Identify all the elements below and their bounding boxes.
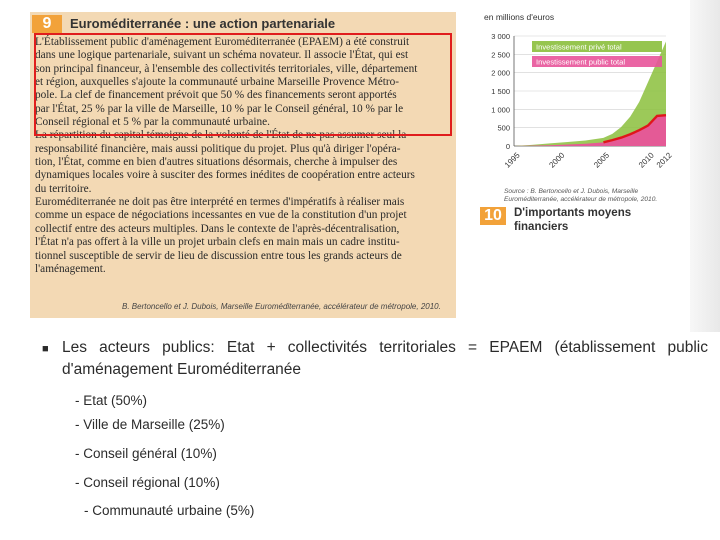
x-tick-label: 2012 [654,150,674,170]
document-9-number: 9 [32,15,62,33]
legend-label: Investissement public total [536,57,626,67]
list-item: - Conseil général (10%) [75,446,217,461]
text-line: La répartition du capital témoigne de la volonté de l'État de ne pas assumer seul la [35,129,407,142]
document-10-title: D'importants moyens financiers [514,207,632,233]
list-item: - Communauté urbaine (5%) [84,503,255,518]
text-line: comme un espace de négociations incessantes en vue de la constitution d'un projet [35,209,407,222]
text-line: l'État n'a pas offert à la ville un projet urbain clefs en main mais un cadre institu- [35,236,400,249]
text-line: Euroméditerranée ne doit pas être interprété en termes d'impératifs à réaliser mais [35,196,405,209]
list-item: - Etat (50%) [75,393,148,408]
y-tick-label: 500 [497,123,510,133]
y-tick-label: 1 500 [491,87,510,96]
x-tick-label: 1995 [502,150,522,170]
x-tick-label: 2000 [547,150,567,170]
text-line: tionnel susceptible de servir de lieu de discussion entre tous les grands acteurs de [35,249,402,262]
notes-lead-text: Les acteurs publics: Etat + collectivités territoriales = EPAEM (établissement public d'aménagement Euroméditerranée [62,339,708,378]
y-tick-label: 2 000 [491,68,510,78]
y-axis-label: en millions d'euros [484,12,555,22]
legend-label: Investissement privé total [536,42,622,52]
highlight-box [34,33,452,136]
document-10-caption [480,205,660,239]
y-tick-label: 3 000 [491,32,510,41]
text-line: collectif entre des acteurs multiples. Dans le contexte de l'après-décentralisation, [35,222,400,235]
text-line: pole. La clef de financement prévoit que 50 % des financements seront apportés [35,89,397,102]
list-item: - Conseil régional (10%) [75,475,220,490]
square-bullet-icon: ■ [42,343,49,355]
list-item: - Ville de Marseille (25%) [75,417,225,432]
investment-chart-svg [476,8,688,214]
text-line: et région, auxquelles s'ajoute la communauté urbaine Marseille Provence Métro- [35,76,400,89]
x-tick-label: 2010 [636,150,656,170]
text-line: Conseil régional et 5 % par la communauté urbaine. [35,116,270,129]
text-line: responsabilité financière, mais aussi politique du projet. Plus qu'à diriger l'opéra- [35,142,401,155]
y-tick-label: 1 000 [491,105,510,115]
text-line: l'aménagement. [35,262,106,275]
investment-chart [476,8,688,214]
chart-source: Source : B. Bertoncello et J. Dubois, Marseille Euroméditerranée, accélérateur de métropole, 2010. [504,188,658,203]
document-9-header [30,12,456,34]
document-9-title: Euroméditerranée : une action partenariale [70,16,336,31]
document-10-number: 10 [480,207,506,225]
text-line: son principal financeur, à l'ensemble des collectivités territoriales, ville, département [35,62,418,75]
text-line: par l'État, 25 % par la ville de Marseille, 10 % par le Conseil général, 10 % par le [35,102,404,115]
text-line: L'Établissement public d'aménagement Euroméditerranée (EPAEM) a été construit [35,36,410,48]
y-tick-label: 2 500 [491,50,510,60]
text-line: tion, l'État, comme en bien d'autres situations désormais, cherche à impulser des [35,156,398,169]
x-tick-label: 2005 [592,150,612,170]
page-edge-shadow [690,0,720,332]
text-line: dynamiques locales voire à susciter des formes inédites de coopération entre acteurs [35,169,415,182]
text-line: dans une logique partenariale, suivant un schéma novateur. Il associe l'État, qui est [35,49,409,62]
slide-notes [0,332,720,540]
text-line: du territoire. [35,182,92,195]
document-9-source: B. Bertoncello et J. Dubois, Marseille Euroméditerranée, accélérateur de métropole, 2010. [122,302,441,311]
y-tick-label: 0 [505,142,510,151]
